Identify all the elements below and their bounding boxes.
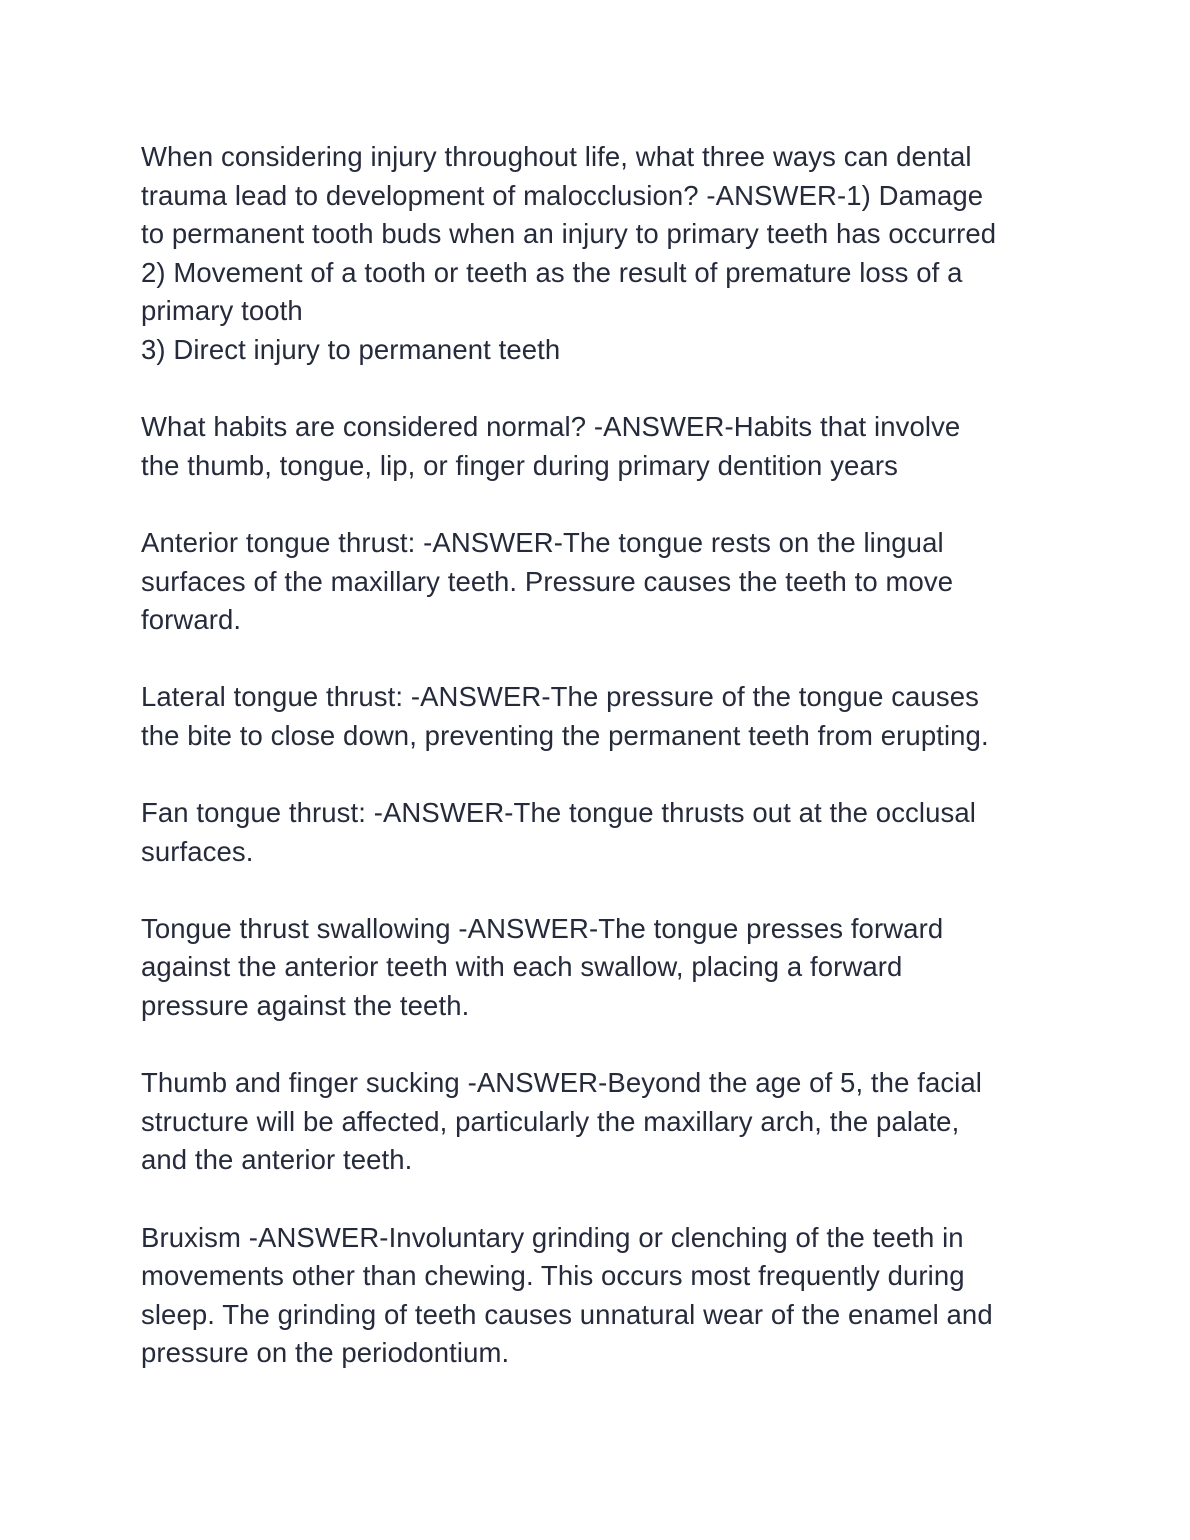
qa-entry-malocclusion-trauma bbox=[141, 138, 1061, 370]
text-line: Thumb and finger sucking -ANSWER-Beyond the age of 5, the facial bbox=[141, 1067, 983, 1099]
text-line: to permanent tooth buds when an injury to primary teeth has occurred bbox=[141, 218, 997, 250]
text-line: sleep. The grinding of teeth causes unnatural wear of the enamel and bbox=[141, 1298, 993, 1330]
qa-entry-anterior-tongue-thrust bbox=[141, 524, 1061, 640]
qa-entry-fan-tongue-thrust bbox=[141, 794, 1061, 871]
text-line: the thumb, tongue, lip, or finger during primary dentition years bbox=[141, 449, 898, 481]
text-line: movements other than chewing. This occurs most frequently during bbox=[141, 1260, 965, 1292]
qa-entry-bruxism bbox=[141, 1219, 1061, 1373]
text-line: What habits are considered normal? -ANSWER-Habits that involve bbox=[141, 411, 961, 443]
text-line: surfaces of the maxillary teeth. Pressure causes the teeth to move bbox=[141, 565, 954, 597]
text-line: against the anterior teeth with each swallow, placing a forward bbox=[141, 951, 903, 983]
document-body bbox=[141, 138, 1061, 1412]
text-line: When considering injury throughout life, what three ways can dental bbox=[141, 141, 972, 172]
qa-entry-thumb-finger-sucking bbox=[141, 1064, 1061, 1180]
text-line: Anterior tongue thrust: -ANSWER-The tongue rests on the lingual bbox=[141, 526, 944, 558]
qa-entry-normal-habits bbox=[141, 408, 1061, 485]
text-line: structure will be affected, particularly the maxillary arch, the palate, bbox=[141, 1105, 960, 1137]
text-line: trauma lead to development of malocclusion? -ANSWER-1) Damage bbox=[141, 179, 984, 211]
text-line: forward. bbox=[141, 604, 242, 636]
qa-entry-tongue-thrust-swallowing bbox=[141, 910, 1061, 1026]
text-line: 3) Direct injury to permanent teeth bbox=[141, 333, 561, 365]
qa-entry-lateral-tongue-thrust bbox=[141, 678, 1061, 755]
text-line: pressure against the teeth. bbox=[141, 990, 470, 1022]
text-line: Fan tongue thrust: -ANSWER-The tongue thrusts out at the occlusal bbox=[141, 797, 976, 829]
text-line: Bruxism -ANSWER-Involuntary grinding or clenching of the teeth in bbox=[141, 1221, 964, 1253]
text-line: pressure on the periodontium. bbox=[141, 1337, 510, 1369]
text-line: 2) Movement of a tooth or teeth as the result of premature loss of a bbox=[141, 256, 963, 288]
text-line: surfaces. bbox=[141, 835, 254, 867]
text-line: Lateral tongue thrust: -ANSWER-The pressure of the tongue causes bbox=[141, 681, 979, 713]
text-line: Tongue thrust swallowing -ANSWER-The tongue presses forward bbox=[141, 912, 944, 944]
text-line: the bite to close down, preventing the permanent teeth from erupting. bbox=[141, 719, 989, 751]
text-line: and the anterior teeth. bbox=[141, 1144, 413, 1176]
text-line: primary tooth bbox=[141, 295, 303, 327]
